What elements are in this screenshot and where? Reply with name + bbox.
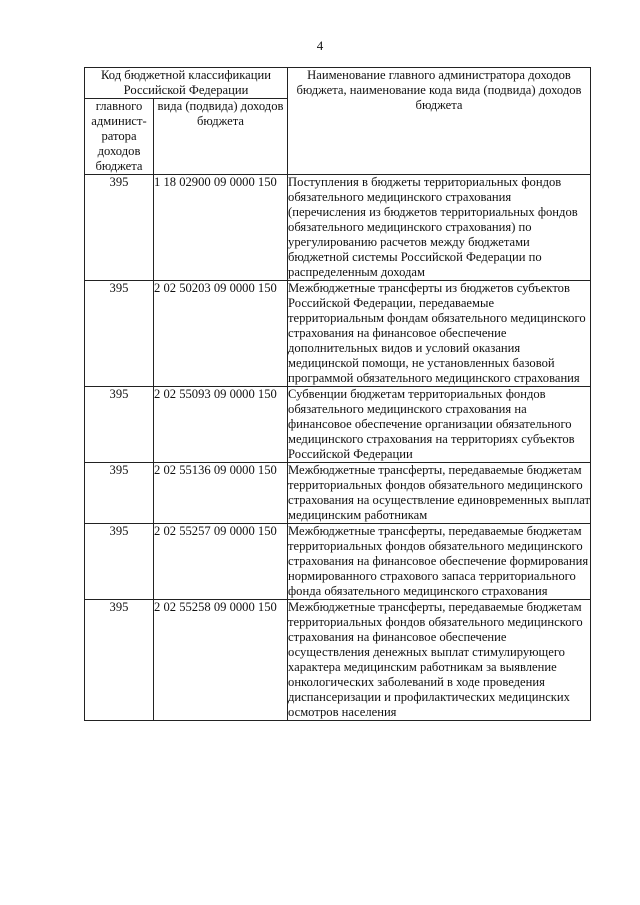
income-code-cell: 2 02 55257 09 0000 150 [154, 524, 288, 600]
page-number: 4 [316, 38, 324, 53]
admin-code-cell: 395 [85, 463, 154, 524]
income-code-cell: 1 18 02900 09 0000 150 [154, 175, 288, 281]
income-name-cell: Поступления в бюджеты территориальных фондов обязательного медицинского страхования (перечисления из бюджетов территориальных фондов обязательного медицинского страхования) по урегулированию расчетов между бюджетами бюджетной системы Российской Федерации по распределенным доходам [288, 175, 591, 281]
admin-code-cell: 395 [85, 175, 154, 281]
admin-code-cell: 395 [85, 600, 154, 721]
income-name-cell: Межбюджетные трансферты, передаваемые бюджетам территориальных фондов обязательного медицинского страхования на финансовое обеспечение осуществления денежных выплат стимулирующего характера медицинским работникам за выявление онкологических заболеваний в ходе проведения диспансеризации и профилактических медицинских осмотров населения [288, 600, 591, 721]
income-code-cell: 2 02 55258 09 0000 150 [154, 600, 288, 721]
income-code-cell: 2 02 55136 09 0000 150 [154, 463, 288, 524]
income-code-cell: 2 02 50203 09 0000 150 [154, 281, 288, 387]
header-administrator-name: Наименование главного администратора доходов бюджета, наименование кода вида (подвида) доходов бюджета [288, 68, 591, 175]
income-code-cell: 2 02 55093 09 0000 150 [154, 387, 288, 463]
table-row [85, 600, 591, 721]
income-name-cell: Межбюджетные трансферты, передаваемые бюджетам территориальных фондов обязательного медицинского страхования на осуществление единовременных выплат медицинским работникам [288, 463, 591, 522]
admin-code-cell: 395 [85, 387, 154, 463]
budget-classification-table [84, 67, 591, 721]
admin-code-cell: 395 [85, 524, 154, 600]
header-classification-code: Код бюджетной классификации Российской Федерации [85, 68, 288, 99]
income-name-cell: Межбюджетные трансферты, передаваемые бюджетам территориальных фондов обязательного медицинского страхования на финансовое обеспечение формирования нормированного страхового запаса территориального фонда обязательного медицинского страхования [288, 524, 591, 600]
table-row [85, 387, 591, 463]
table-row [85, 463, 591, 524]
header-income-type: вида (подвида) доходов бюджета [154, 99, 288, 175]
table-row [85, 524, 591, 600]
header-main-administrator: главного админист-ратора доходов бюджета [85, 99, 154, 175]
admin-code-cell: 395 [85, 281, 154, 387]
income-name-cell: Субвенции бюджетам территориальных фондов обязательного медицинского страхования на финансовое обеспечение организации обязательного медицинского страхования на территориях субъектов Российской Федерации [288, 387, 591, 463]
table-row [85, 175, 591, 281]
table-row [85, 281, 591, 387]
table-header-row [85, 68, 591, 99]
income-name-cell: Межбюджетные трансферты из бюджетов субъектов Российской Федерации, передаваемые территориальным фондам обязательного медицинского страхования на финансовое обеспечение дополнительных видов и условий оказания медицинской помощи, не установленных базовой программой обязательного медицинского страхования [288, 281, 591, 387]
